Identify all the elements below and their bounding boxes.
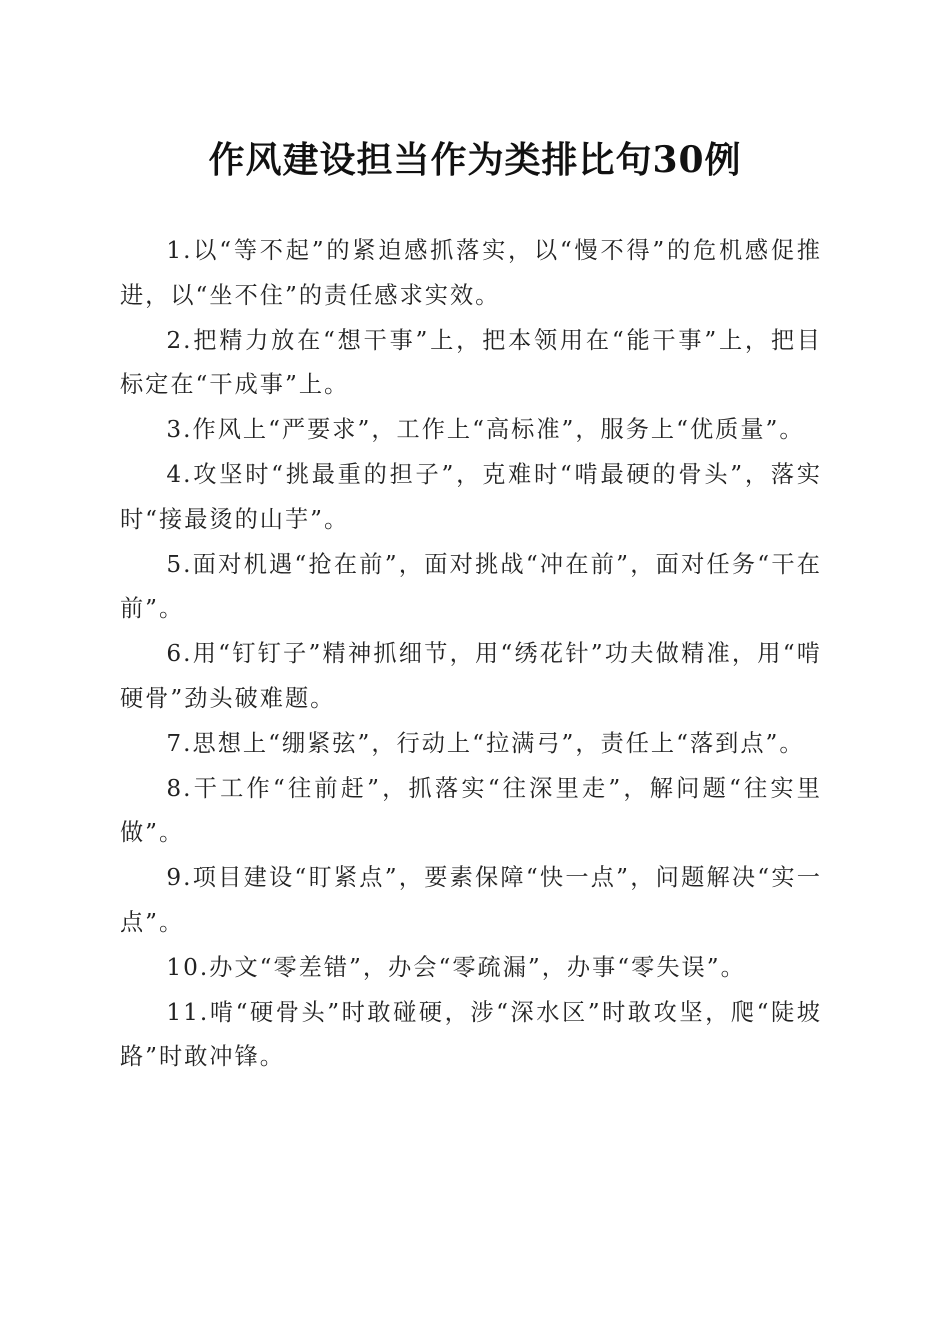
- paragraph-11: 11.啃“硬骨头”时敢碰硬，涉“深水区”时敢攻坚，爬“陡坡路”时敢冲锋。: [120, 998, 822, 1071]
- document-body: [120, 229, 822, 1080]
- paragraph-7: 7.思想上“绷紧弦”，行动上“拉满弓”，责任上“落到点”。: [166, 729, 805, 757]
- document-title: 作风建设担当作为类排比句30例: [208, 139, 742, 181]
- paragraph-3: 3.作风上“严要求”，工作上“高标准”，服务上“优质量”。: [166, 416, 805, 444]
- paragraph-9: 9.项目建设“盯紧点”，要素保障“快一点”，问题解决“实一点”。: [120, 864, 822, 936]
- paragraph-2: 2.把精力放在“想干事”上，把本领用在“能干事”上，把目标定在“干成事”上。: [120, 326, 822, 399]
- paragraph-8: 8.干工作“往前赶”，抓落实“往深里走”，解问题“往实里做”。: [120, 774, 822, 847]
- paragraph-10: 10.办文“零差错”，办会“零疏漏”，办事“零失误”。: [166, 953, 746, 981]
- paragraph-6: 6.用“钉钉子”精神抓细节，用“绣花针”功夫做精准，用“啃硬骨”劲头破难题。: [120, 640, 822, 712]
- paragraph-5: 5.面对机遇“抢在前”，面对挑战“冲在前”，面对任务“干在前”。: [120, 550, 822, 623]
- paragraph-1: 1.以“等不起”的紧迫感抓落实，以“慢不得”的危机感促推进，以“坐不住”的责任感求实效。: [120, 237, 822, 309]
- paragraph-4: 4.攻坚时“挑最重的担子”，克难时“啃最硬的骨头”，落实时“接最烫的山芋”。: [120, 460, 822, 533]
